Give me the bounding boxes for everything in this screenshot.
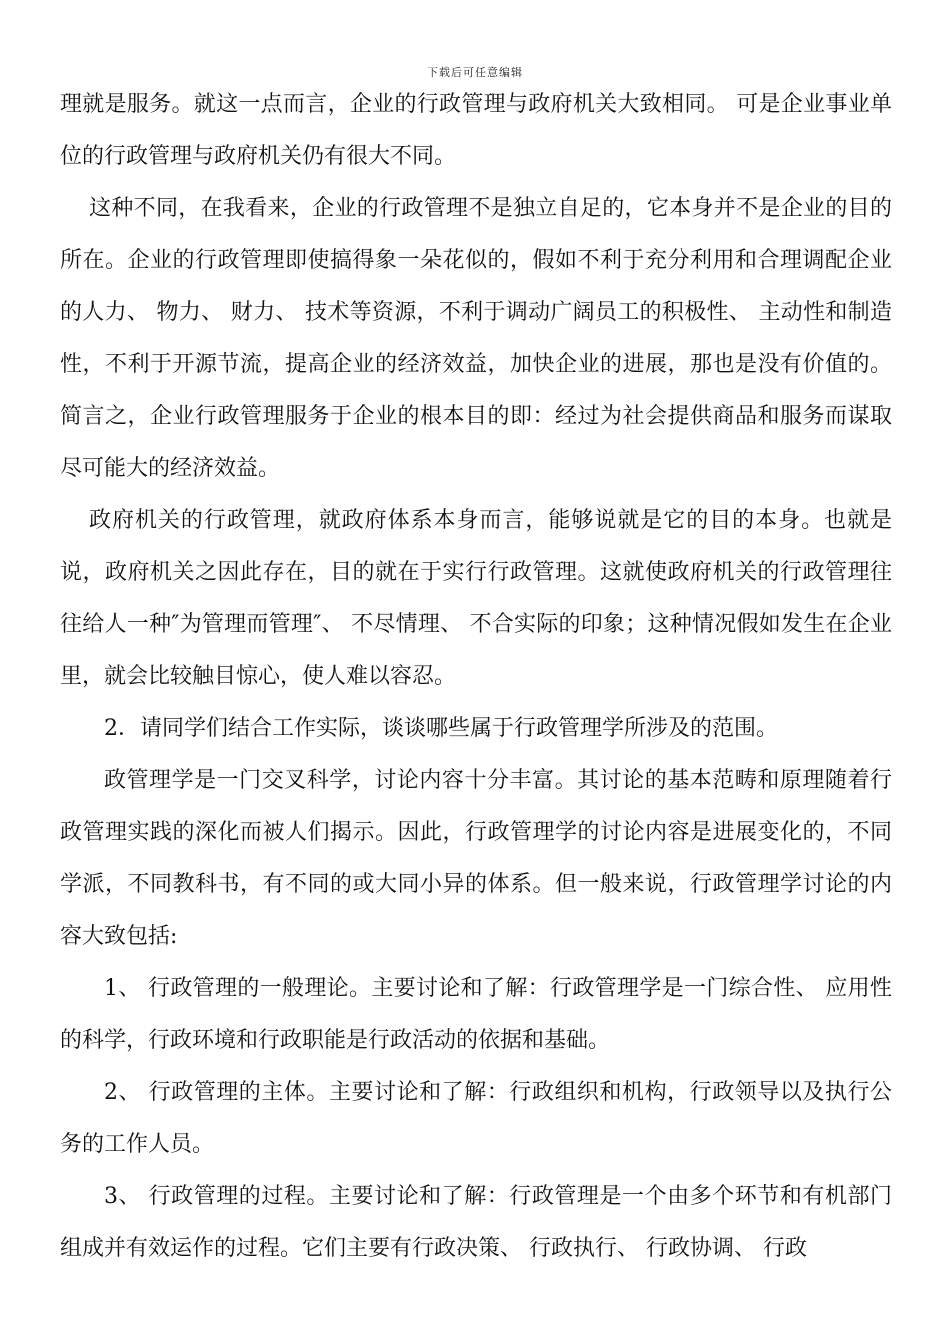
document-body bbox=[60, 79, 892, 1275]
list-item-3: 3、 行政管理的过程。主要讨论和了解：行政管理是一个由多个环节和有机部门组成并有效运作的过程。它们主要有行政决策、 行政执行、 行政协调、 行政 bbox=[60, 1184, 892, 1261]
paragraph-government-admin: 政府机关的行政管理，就政府体系本身而言，能够说就是它的目的本身。也就是说，政府机关之因此存在，目的就在于实行行政管理。这就使政府机关的行政管理往往给人一种″为管理而管理″、 不尽情理、 不合实际的印象；这种情况假如发生在企业里，就会比较触目惊心，使人难以容忍。 bbox=[60, 508, 892, 689]
paragraph-scope-intro: 政管理学是一门交叉科学，讨论内容十分丰富。其讨论的基本范畴和原理随着行政管理实践的深化而被人们揭示。因此，行政管理学的讨论内容是进展变化的，不同学派，不同教科书，有不同的或大同小异的体系。但一般来说，行政管理学讨论的内容大致包括: bbox=[60, 768, 892, 949]
paragraph-continuation: 理就是服务。就这一点而言，企业的行政管理与政府机关大致相同。 可是企业事业单位的行政管理与政府机关仍有很大不同。 bbox=[60, 92, 892, 169]
list-item-2: 2、 行政管理的主体。主要讨论和了解：行政组织和机构，行政领导以及执行公务的工作人员。 bbox=[60, 1080, 892, 1157]
paragraph-enterprise-admin: 这种不同，在我看来，企业的行政管理不是独立自足的，它本身并不是企业的目的所在。企业的行政管理即使搞得象一朵花似的，假如不利于充分利用和合理调配企业的人力、 物力、 财力、 技术等资源，不利于调动广阔员工的积极性、 主动性和制造性，不利于开源节流，提高企业的经济效益，加快企业的进展，那也是没有价值的。简言之，企业行政管理服务于企业的根本目的即：经过为社会提供商品和服务而谋取尽可能大的经济效益。 bbox=[60, 196, 892, 481]
list-item-1: 1、 行政管理的一般理论。主要讨论和了解：行政管理学是一门综合性、 应用性的科学，行政环境和行政职能是行政活动的依据和基础。 bbox=[60, 976, 892, 1053]
page-header-note: 下载后可任意编辑 bbox=[427, 66, 523, 79]
question-heading: 2．请同学们结合工作实际，谈谈哪些属于行政管理学所涉及的范围。 bbox=[104, 716, 778, 741]
